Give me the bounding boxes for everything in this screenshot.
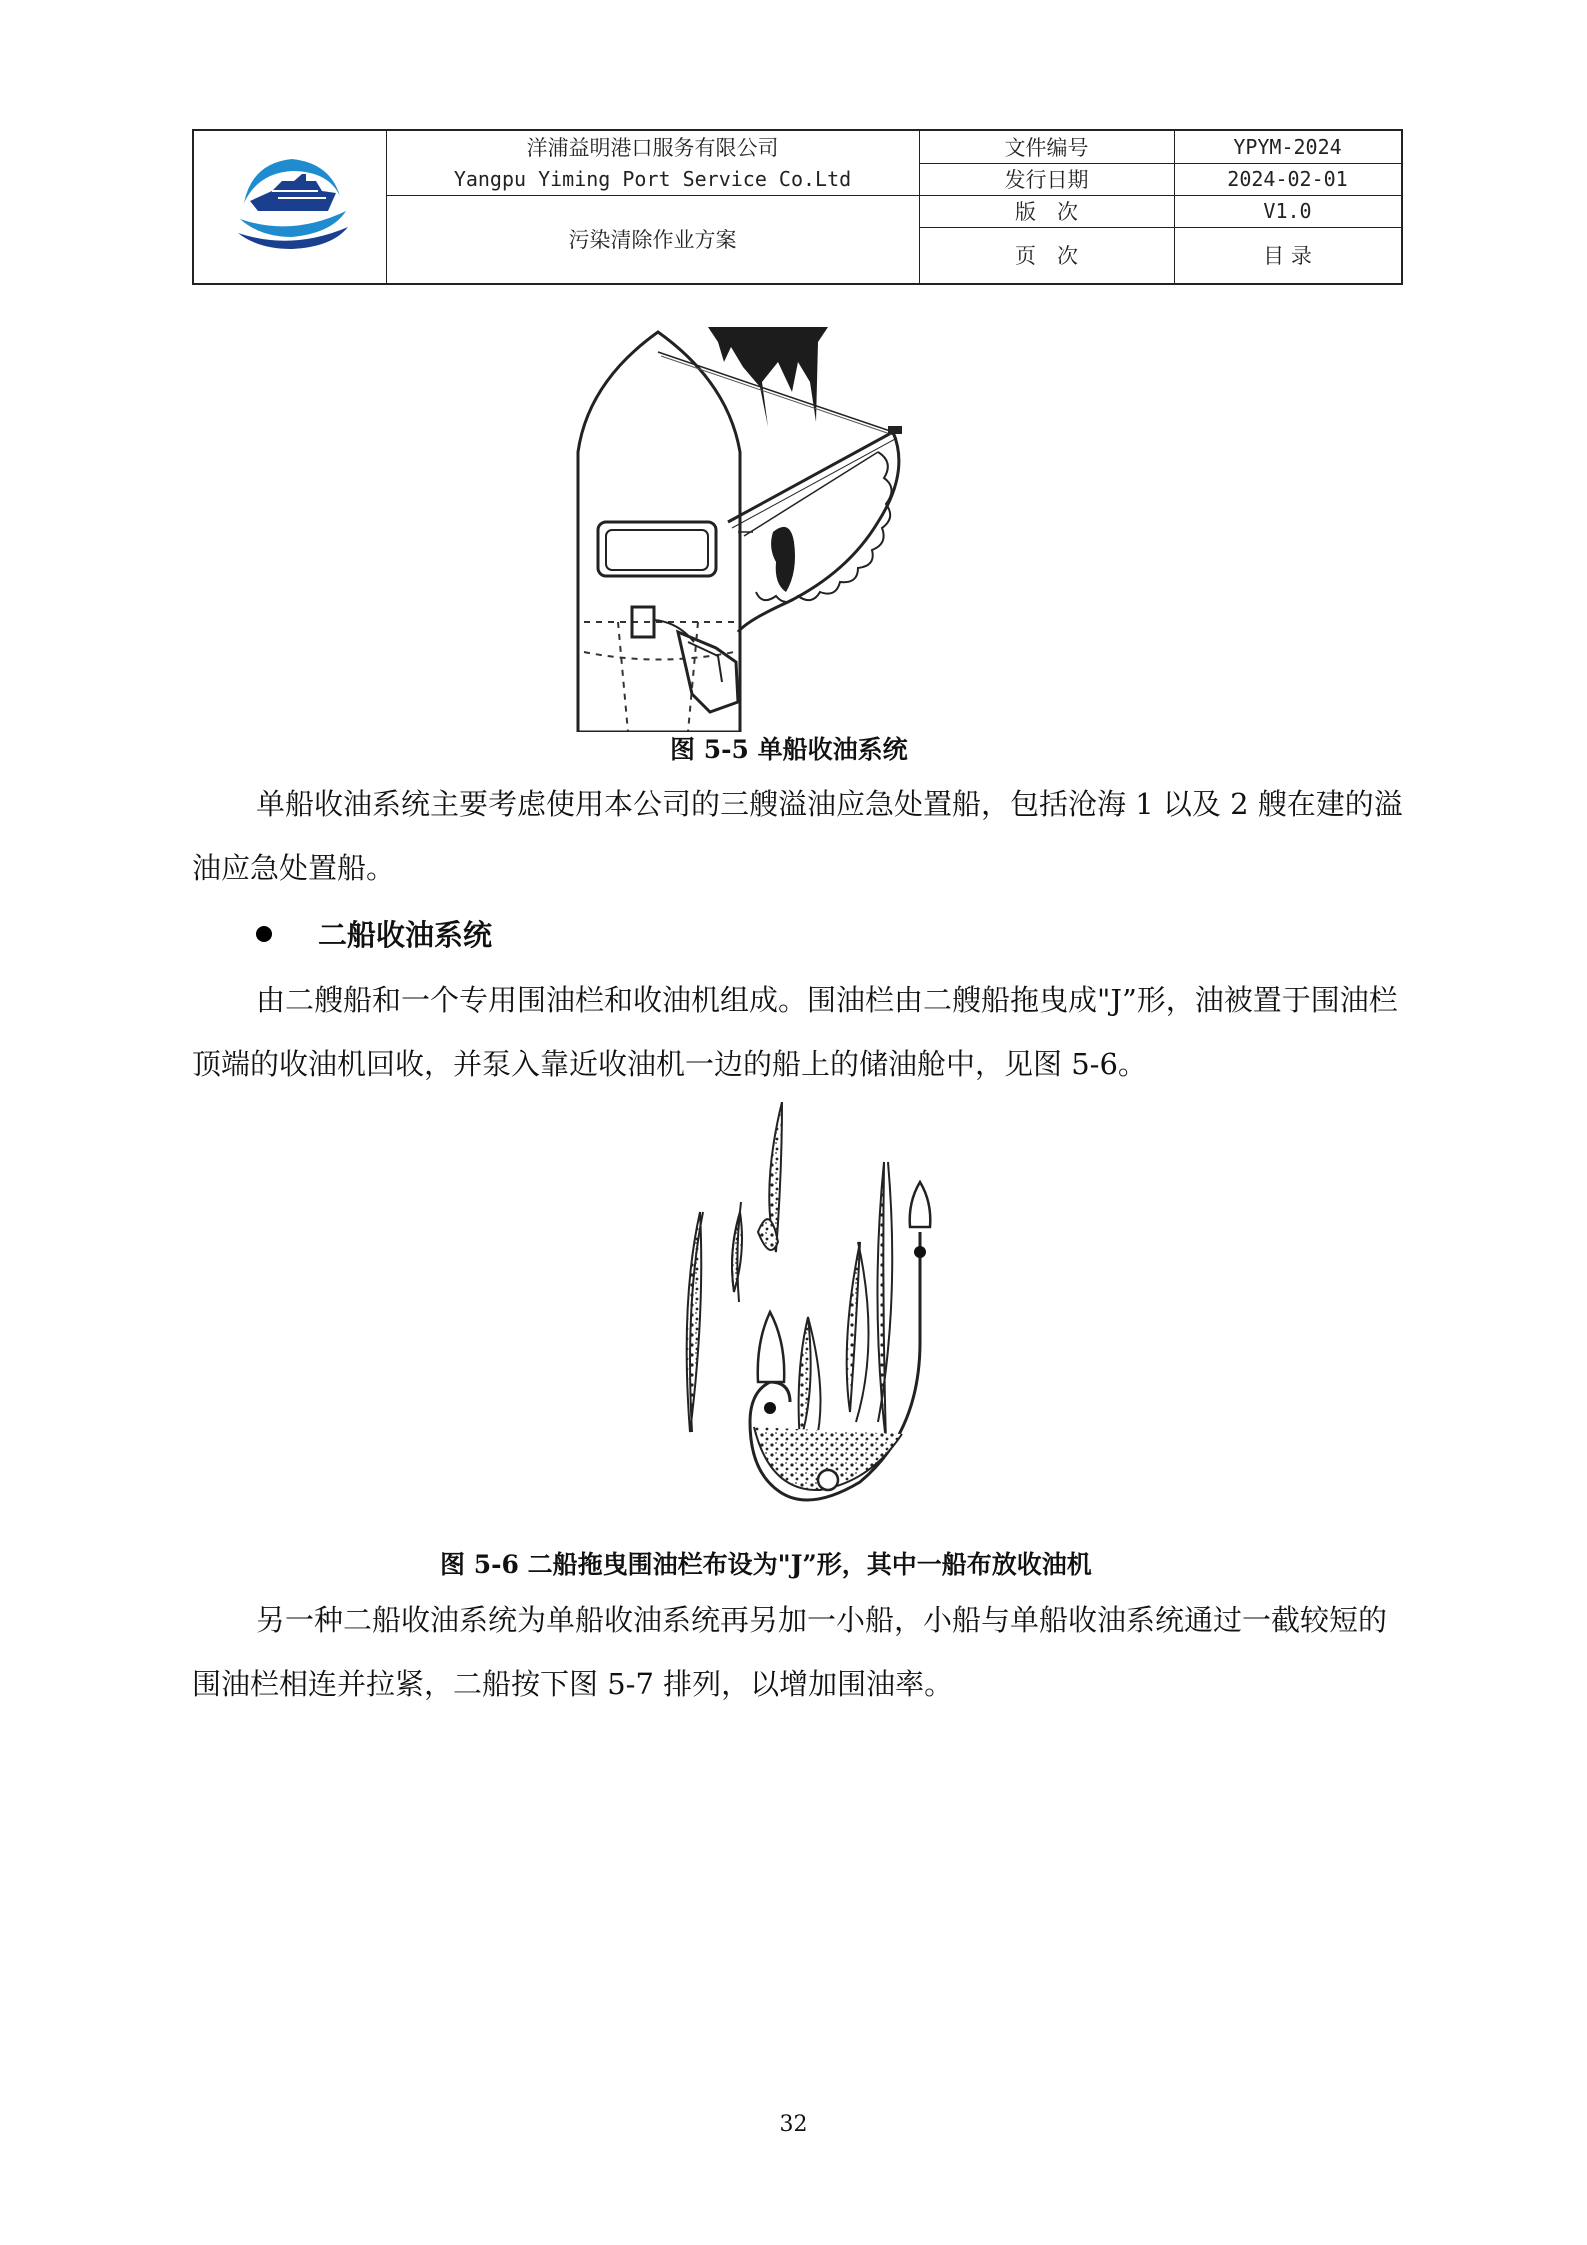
company-name-cn: 洋浦益明港口服务有限公司 <box>526 136 779 160</box>
paragraph-two-vessel <box>192 968 1403 1096</box>
page-value: 目 录 <box>1263 244 1312 268</box>
paragraph-single-vessel <box>192 772 1403 900</box>
company-logo <box>232 141 352 276</box>
doc-number-value: YPYM-2024 <box>1233 135 1342 159</box>
bullet-icon <box>256 926 272 942</box>
figure-5-6-caption: 图 5-6 二船拖曳围油栏布设为"J”形，其中一船布放收油机 <box>440 1550 1092 1579</box>
issue-date-label: 发行日期 <box>1004 168 1089 192</box>
paragraph-extra-boat <box>192 1588 1403 1716</box>
single-vessel-skimming-illustration <box>548 322 1044 732</box>
page-number: 32 <box>779 2112 808 2137</box>
version-value: V1.0 <box>1263 199 1312 223</box>
two-vessel-j-boom-illustration <box>620 1102 980 1522</box>
bullet-two-vessel-system <box>256 913 492 954</box>
page-label: 页 次 <box>1015 244 1078 268</box>
paragraph-text: 单船收油系统主要考虑使用本公司的三艘溢油应急处置船，包括沧海 1 以及 2 艘在建的溢油应急处置船。 <box>192 787 1403 885</box>
issue-date-value: 2024-02-01 <box>1227 167 1348 191</box>
company-name-en: Yangpu Yiming Port Service Co.Ltd <box>453 167 852 191</box>
version-label: 版 次 <box>1015 200 1078 224</box>
figure-5-5-caption: 图 5-5 单船收油系统 <box>670 735 908 764</box>
doc-number-label: 文件编号 <box>1004 136 1089 160</box>
bullet-heading: 二船收油系统 <box>318 918 493 952</box>
paragraph-text: 由二艘船和一个专用围油栏和收油机组成。围油栏由二艘船拖曳成"J”形，油被置于围油栏顶端的收油机回收，并泵入靠近收油机一边的船上的储油舱中，见图 5-6。 <box>192 983 1398 1081</box>
document-title: 污染清除作业方案 <box>568 228 737 252</box>
document-header-table <box>192 129 1403 285</box>
paragraph-text: 另一种二船收油系统为单船收油系统再另加一小船，小船与单船收油系统通过一截较短的围油栏相连并拉紧，二船按下图 5-7 排列，以增加围油率。 <box>192 1603 1388 1701</box>
